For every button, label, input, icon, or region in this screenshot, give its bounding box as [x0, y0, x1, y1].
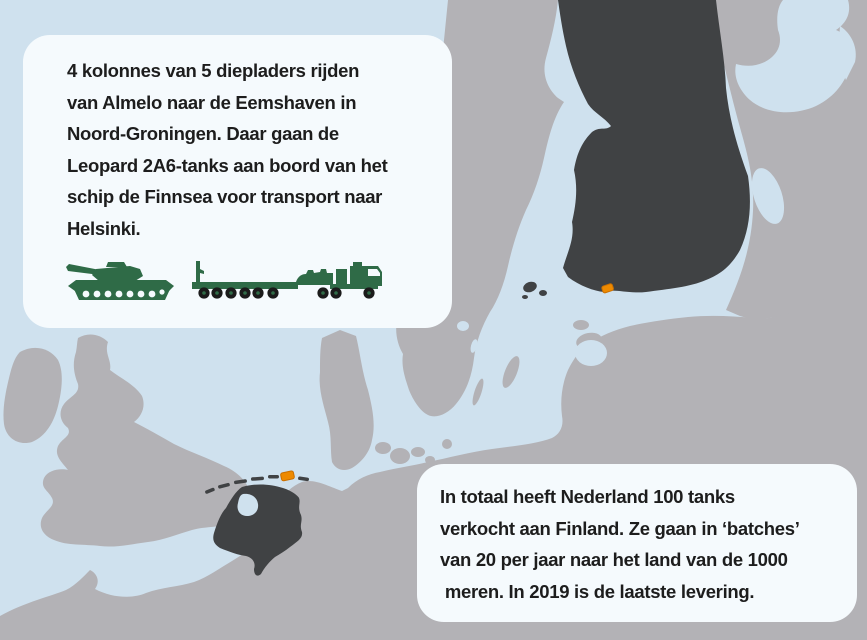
transport-text-line: van Almelo naar de Eemshaven in	[67, 91, 357, 113]
transport-text-line: schip de Finnsea voor transport naar	[67, 186, 383, 207]
wheel-hub	[321, 291, 325, 295]
transport-text-line: 4 kolonnes van 5 diepladers rijden	[67, 60, 360, 81]
tank-wheel	[138, 291, 145, 298]
tank-wheel	[159, 289, 164, 294]
tank-turret	[92, 266, 143, 281]
totals-callout	[417, 464, 857, 622]
danish-island	[425, 456, 435, 464]
gulf-of-riga	[575, 340, 607, 366]
transport-text-line: Leopard 2A6-tanks aan boord van het	[67, 154, 388, 176]
totals-text-line: meren. In 2019 is de laatste levering.	[440, 580, 755, 602]
island-hiiumaa	[573, 320, 589, 330]
danish-island	[411, 447, 425, 457]
wheel-hub	[202, 291, 206, 295]
low-loader-truck-icon	[192, 259, 388, 303]
totals-text-line: In totaal heeft Nederland 100 tanks	[440, 486, 735, 507]
trailer-mast	[196, 261, 204, 283]
region-finland	[558, 0, 750, 292]
transport-callout	[23, 35, 452, 328]
danish-island	[375, 442, 391, 454]
tank-hatch	[106, 262, 127, 267]
tank-wheel	[94, 291, 101, 298]
wheel-hub	[367, 291, 371, 295]
transport-text-line: Noord-Groningen. Daar gaan de	[67, 123, 339, 144]
totals-text-line: verkocht aan Finland. Ze gaan in ‘batches’	[440, 517, 800, 539]
tank-wheel	[105, 291, 112, 298]
aland-islands	[539, 290, 547, 296]
tank-wheel	[149, 291, 156, 298]
tank-wheel	[127, 291, 134, 298]
lake-vanern	[457, 321, 469, 331]
cab-roof-light	[353, 262, 362, 266]
tractor-tank	[336, 269, 347, 285]
island-bornholm	[442, 439, 452, 449]
transport-text-line: Helsinki.	[67, 217, 141, 239]
wheel-hub	[334, 291, 338, 295]
tank-wheel	[116, 291, 123, 298]
leopard-tank-icon	[66, 260, 178, 302]
totals-text-line: van 20 per jaar naar het land van de 1000	[440, 549, 788, 570]
wheel-hub	[256, 291, 260, 295]
danish-island	[390, 448, 410, 464]
wheel-hub	[243, 291, 247, 295]
trailer-gooseneck	[296, 269, 333, 285]
aland-islands	[522, 295, 528, 299]
tank-wheel	[83, 291, 90, 298]
wadden-island	[268, 475, 279, 479]
wheel-hub	[271, 291, 275, 295]
wheel-hub	[215, 291, 219, 295]
wheel-hub	[229, 291, 233, 295]
